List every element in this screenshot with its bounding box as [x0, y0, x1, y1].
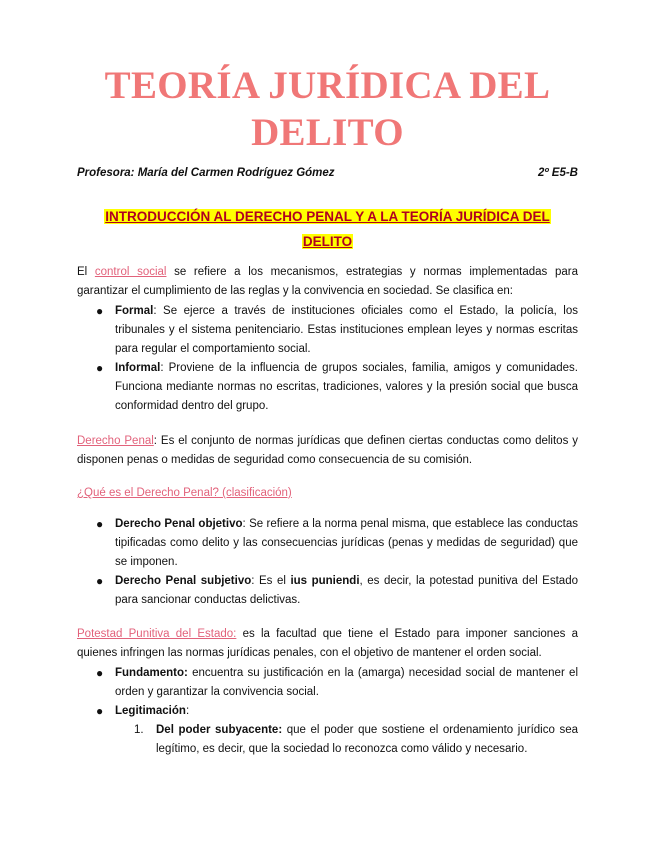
list-item: [96, 702, 578, 721]
bullet-icon: ●: [96, 517, 104, 531]
classification-question: [77, 484, 578, 503]
derecho-penal-term: Derecho Penal: [77, 435, 154, 447]
potestad-list: [96, 664, 578, 721]
bullet-icon: ●: [96, 666, 104, 680]
ius-puniendi-term: ius puniendi: [290, 575, 360, 587]
derecho-penal-text: : Es el conjunto de normas jurídicas que definen ciertas conductas como delitos y disponen penas o medidas de seguridad como consecuencia de su comisión.: [77, 435, 578, 466]
item-label: Fundamento:: [115, 667, 188, 679]
bullet-icon: ●: [96, 574, 104, 588]
numbered-item-body: [114, 721, 578, 759]
item-label: Informal: [115, 362, 161, 374]
document-title: [0, 62, 655, 156]
title-line-1: TEORÍA JURÍDICA DEL: [104, 64, 551, 107]
item-label: Derecho Penal subjetivo: [115, 575, 252, 587]
bullet-icon: ●: [96, 704, 104, 718]
list-item: [96, 302, 578, 359]
item-text: : Se refiere a la norma penal misma, que establece las conductas tipificadas como delito y las consecuencias jurídicas (penas y medidas de seguridad) que se imponen.: [115, 518, 578, 568]
control-pre: El: [77, 266, 95, 278]
item-text-pre: : Es el: [251, 575, 291, 587]
list-item: [96, 359, 578, 416]
question-text: ¿Qué es el Derecho Penal? (clasificación): [77, 487, 292, 499]
professor-name: Profesora: María del Carmen Rodríguez Gómez: [77, 167, 335, 179]
section-heading-line-1: INTRODUCCIÓN AL DERECHO PENAL Y A LA TEORÍA JURÍDICA DEL: [105, 209, 550, 224]
item-number: 1.: [134, 724, 144, 736]
item-label: Derecho Penal objetivo: [115, 518, 243, 530]
group-code: 2º E5-B: [538, 167, 578, 179]
control-text: se refiere a los mecanismos, estrategias y normas implementadas para garantizar el cumplimiento de las reglas y la convivencia en sociedad. Se clasifica en:: [77, 266, 578, 297]
bullet-icon: ●: [96, 304, 104, 318]
title-line-2: DELITO: [251, 111, 404, 154]
control-social-paragraph: [77, 263, 578, 301]
list-item: [96, 664, 578, 702]
section-heading: [80, 204, 575, 254]
item-label: Del poder subyacente:: [156, 724, 283, 736]
item-text: : Proviene de la influencia de grupos sociales, familia, amigos y comunidades. Funciona mediante normas no escritas, tradiciones, valores y la presión social que busca conformidad dentro del grupo.: [115, 362, 578, 412]
item-text: : Se ejerce a través de instituciones oficiales como el Estado, la policía, los tribunales y el sistema penitenciario. Estas instituciones emplean leyes y normas escritas para regular el comportamiento social.: [115, 305, 578, 355]
potestad-term: Potestad Punitiva del Estado:: [77, 628, 237, 640]
list-item: [96, 572, 578, 610]
list-item: [96, 515, 578, 572]
derecho-penal-types-list: [96, 515, 578, 610]
control-social-term: control social: [94, 266, 167, 278]
potestad-text: es la facultad que tiene el Estado para imponer sanciones a quienes infringen las normas jurídicas penales, con el objetivo de mantener el orden social.: [77, 628, 578, 659]
potestad-paragraph: [77, 625, 578, 663]
item-text-post: , es decir, la potestad punitiva del Estado para sancionar conductas delictivas.: [115, 575, 578, 606]
section-heading-line-2: DELITO: [302, 234, 353, 249]
numbered-item: [114, 721, 578, 759]
derecho-penal-paragraph: [77, 432, 578, 470]
item-text: que el poder que sostiene el ordenamiento jurídico sea legítimo, es decir, que la sociedad lo reconozca como válido y necesario.: [156, 724, 579, 755]
control-types-list: [96, 302, 578, 416]
item-label: Legitimación: [115, 705, 186, 717]
item-text: encuentra su justificación en la (amarga) necesidad social de mantener el orden y garantizar la convivencia social.: [115, 667, 578, 698]
bullet-icon: ●: [96, 361, 104, 375]
item-text: :: [185, 705, 190, 717]
item-label: Formal: [115, 305, 154, 317]
